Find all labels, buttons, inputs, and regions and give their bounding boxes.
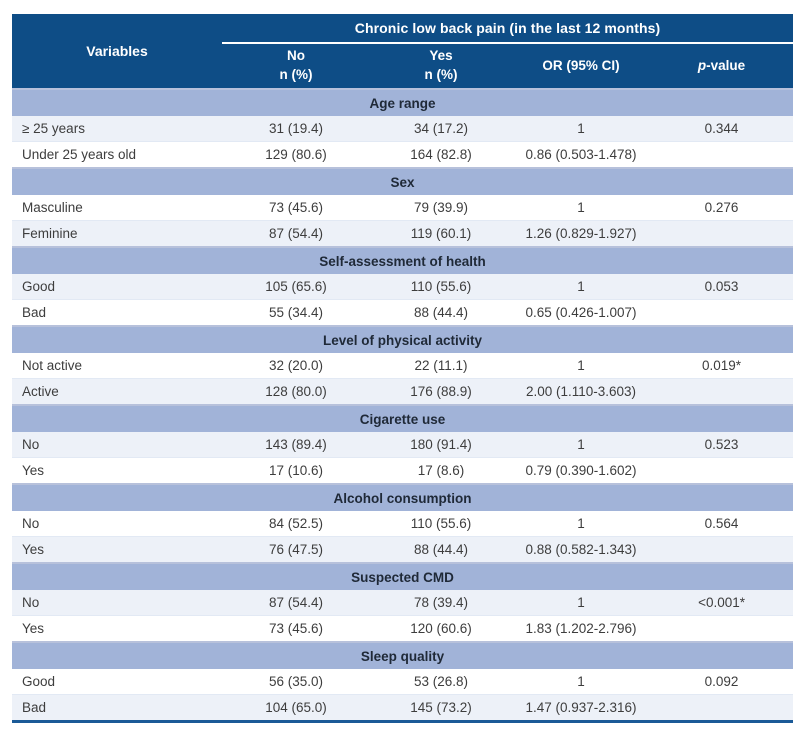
cell-yes: 119 (60.1): [370, 221, 512, 248]
table-header: [12, 14, 793, 89]
cell-variable: Bad: [12, 300, 222, 327]
section-header-row: [12, 642, 793, 669]
cell-no: 143 (89.4): [222, 432, 370, 458]
variables-column-header: Variables: [12, 14, 222, 89]
cell-no: 128 (80.0): [222, 379, 370, 406]
table-body: [12, 89, 793, 722]
column-header-pvalue: [650, 43, 793, 89]
cell-or: 1: [512, 590, 650, 616]
cell-or: 1: [512, 511, 650, 537]
column-header-no: [222, 43, 370, 89]
cell-variable: Not active: [12, 353, 222, 379]
data-row: [12, 511, 793, 537]
cell-no: 129 (80.6): [222, 142, 370, 169]
section-header-row: [12, 89, 793, 116]
cell-yes: 120 (60.6): [370, 616, 512, 643]
data-row: [12, 432, 793, 458]
cell-p: 0.276: [650, 195, 793, 221]
cell-no: 73 (45.6): [222, 195, 370, 221]
cell-yes: 110 (55.6): [370, 274, 512, 300]
data-row: [12, 695, 793, 722]
cell-variable: ≥ 25 years: [12, 116, 222, 142]
cell-variable: Yes: [12, 616, 222, 643]
cell-variable: No: [12, 590, 222, 616]
cell-p: 0.019*: [650, 353, 793, 379]
data-row: [12, 274, 793, 300]
cell-no: 55 (34.4): [222, 300, 370, 327]
section-title: Age range: [12, 89, 793, 116]
column-header-no-line1: No: [287, 48, 305, 64]
cell-or: 1: [512, 116, 650, 142]
cell-or: 1: [512, 353, 650, 379]
cell-p: [650, 616, 793, 643]
cell-yes: 34 (17.2): [370, 116, 512, 142]
column-header-or: [512, 43, 650, 89]
cell-p: [650, 300, 793, 327]
section-title: Alcohol consumption: [12, 484, 793, 511]
cell-p: 0.564: [650, 511, 793, 537]
cell-no: 17 (10.6): [222, 458, 370, 485]
cell-yes: 180 (91.4): [370, 432, 512, 458]
cell-yes: 88 (44.4): [370, 300, 512, 327]
section-header-row: [12, 405, 793, 432]
cell-or: 1: [512, 432, 650, 458]
data-row: [12, 669, 793, 695]
section-title: Level of physical activity: [12, 326, 793, 353]
cell-variable: Feminine: [12, 221, 222, 248]
cell-or: 0.88 (0.582-1.343): [512, 537, 650, 564]
data-row: [12, 590, 793, 616]
stats-table: [12, 14, 793, 723]
column-header-yes-line1: Yes: [429, 48, 453, 64]
data-row: [12, 221, 793, 248]
column-header-pvalue-italic: p: [697, 57, 707, 73]
cell-or: 1.83 (1.202-2.796): [512, 616, 650, 643]
cell-variable: Masculine: [12, 195, 222, 221]
cell-yes: 78 (39.4): [370, 590, 512, 616]
section-header-row: [12, 168, 793, 195]
cell-yes: 110 (55.6): [370, 511, 512, 537]
cell-yes: 145 (73.2): [370, 695, 512, 722]
section-header-row: [12, 484, 793, 511]
cell-yes: 88 (44.4): [370, 537, 512, 564]
data-row: [12, 195, 793, 221]
cell-or: 1.47 (0.937-2.316): [512, 695, 650, 722]
data-row: [12, 300, 793, 327]
data-row: [12, 353, 793, 379]
cell-no: 56 (35.0): [222, 669, 370, 695]
column-header-pvalue-rest: -value: [706, 57, 746, 73]
data-row: [12, 537, 793, 564]
cell-no: 87 (54.4): [222, 221, 370, 248]
cell-variable: Active: [12, 379, 222, 406]
cell-p: 0.344: [650, 116, 793, 142]
cell-no: 87 (54.4): [222, 590, 370, 616]
data-row: [12, 616, 793, 643]
cell-no: 84 (52.5): [222, 511, 370, 537]
cell-or: 1: [512, 669, 650, 695]
column-header-no-line2: n (%): [279, 67, 313, 82]
cell-variable: Yes: [12, 458, 222, 485]
cell-p: [650, 379, 793, 406]
section-title: Sleep quality: [12, 642, 793, 669]
cell-variable: Bad: [12, 695, 222, 722]
column-header-yes-line2: n (%): [424, 67, 458, 82]
cell-yes: 22 (11.1): [370, 353, 512, 379]
cell-variable: Good: [12, 274, 222, 300]
section-header-row: [12, 563, 793, 590]
cell-no: 104 (65.0): [222, 695, 370, 722]
data-row: [12, 142, 793, 169]
cell-yes: 79 (39.9): [370, 195, 512, 221]
cell-p: 0.092: [650, 669, 793, 695]
column-header-yes: [370, 43, 512, 89]
span-column-header: Chronic low back pain (in the last 12 months): [222, 14, 793, 43]
cell-or: 1: [512, 195, 650, 221]
cell-p: 0.053: [650, 274, 793, 300]
cell-variable: No: [12, 432, 222, 458]
section-header-row: [12, 326, 793, 353]
cell-yes: 164 (82.8): [370, 142, 512, 169]
section-header-row: [12, 247, 793, 274]
section-title: Suspected CMD: [12, 563, 793, 590]
cell-p: [650, 695, 793, 722]
cell-or: 2.00 (1.110-3.603): [512, 379, 650, 406]
cell-p: [650, 221, 793, 248]
header-top-row: [12, 14, 793, 43]
section-title: Cigarette use: [12, 405, 793, 432]
cell-no: 31 (19.4): [222, 116, 370, 142]
section-title: Sex: [12, 168, 793, 195]
cell-or: 0.86 (0.503-1.478): [512, 142, 650, 169]
data-row: [12, 379, 793, 406]
cell-yes: 17 (8.6): [370, 458, 512, 485]
section-title: Self-assessment of health: [12, 247, 793, 274]
data-row: [12, 458, 793, 485]
cell-yes: 53 (26.8): [370, 669, 512, 695]
data-row: [12, 116, 793, 142]
cell-no: 73 (45.6): [222, 616, 370, 643]
cell-or: 0.65 (0.426-1.007): [512, 300, 650, 327]
cell-no: 76 (47.5): [222, 537, 370, 564]
cell-no: 105 (65.6): [222, 274, 370, 300]
cell-variable: Under 25 years old: [12, 142, 222, 169]
cell-p: [650, 537, 793, 564]
cell-or: 1: [512, 274, 650, 300]
column-header-or-line1: OR (95% CI): [542, 57, 620, 73]
cell-variable: No: [12, 511, 222, 537]
cell-or: 1.26 (0.829-1.927): [512, 221, 650, 248]
cell-yes: 176 (88.9): [370, 379, 512, 406]
cell-or: 0.79 (0.390-1.602): [512, 458, 650, 485]
cell-variable: Good: [12, 669, 222, 695]
cell-variable: Yes: [12, 537, 222, 564]
cell-p: [650, 142, 793, 169]
cell-p: 0.523: [650, 432, 793, 458]
cell-p: [650, 458, 793, 485]
cell-p: <0.001*: [650, 590, 793, 616]
cell-no: 32 (20.0): [222, 353, 370, 379]
